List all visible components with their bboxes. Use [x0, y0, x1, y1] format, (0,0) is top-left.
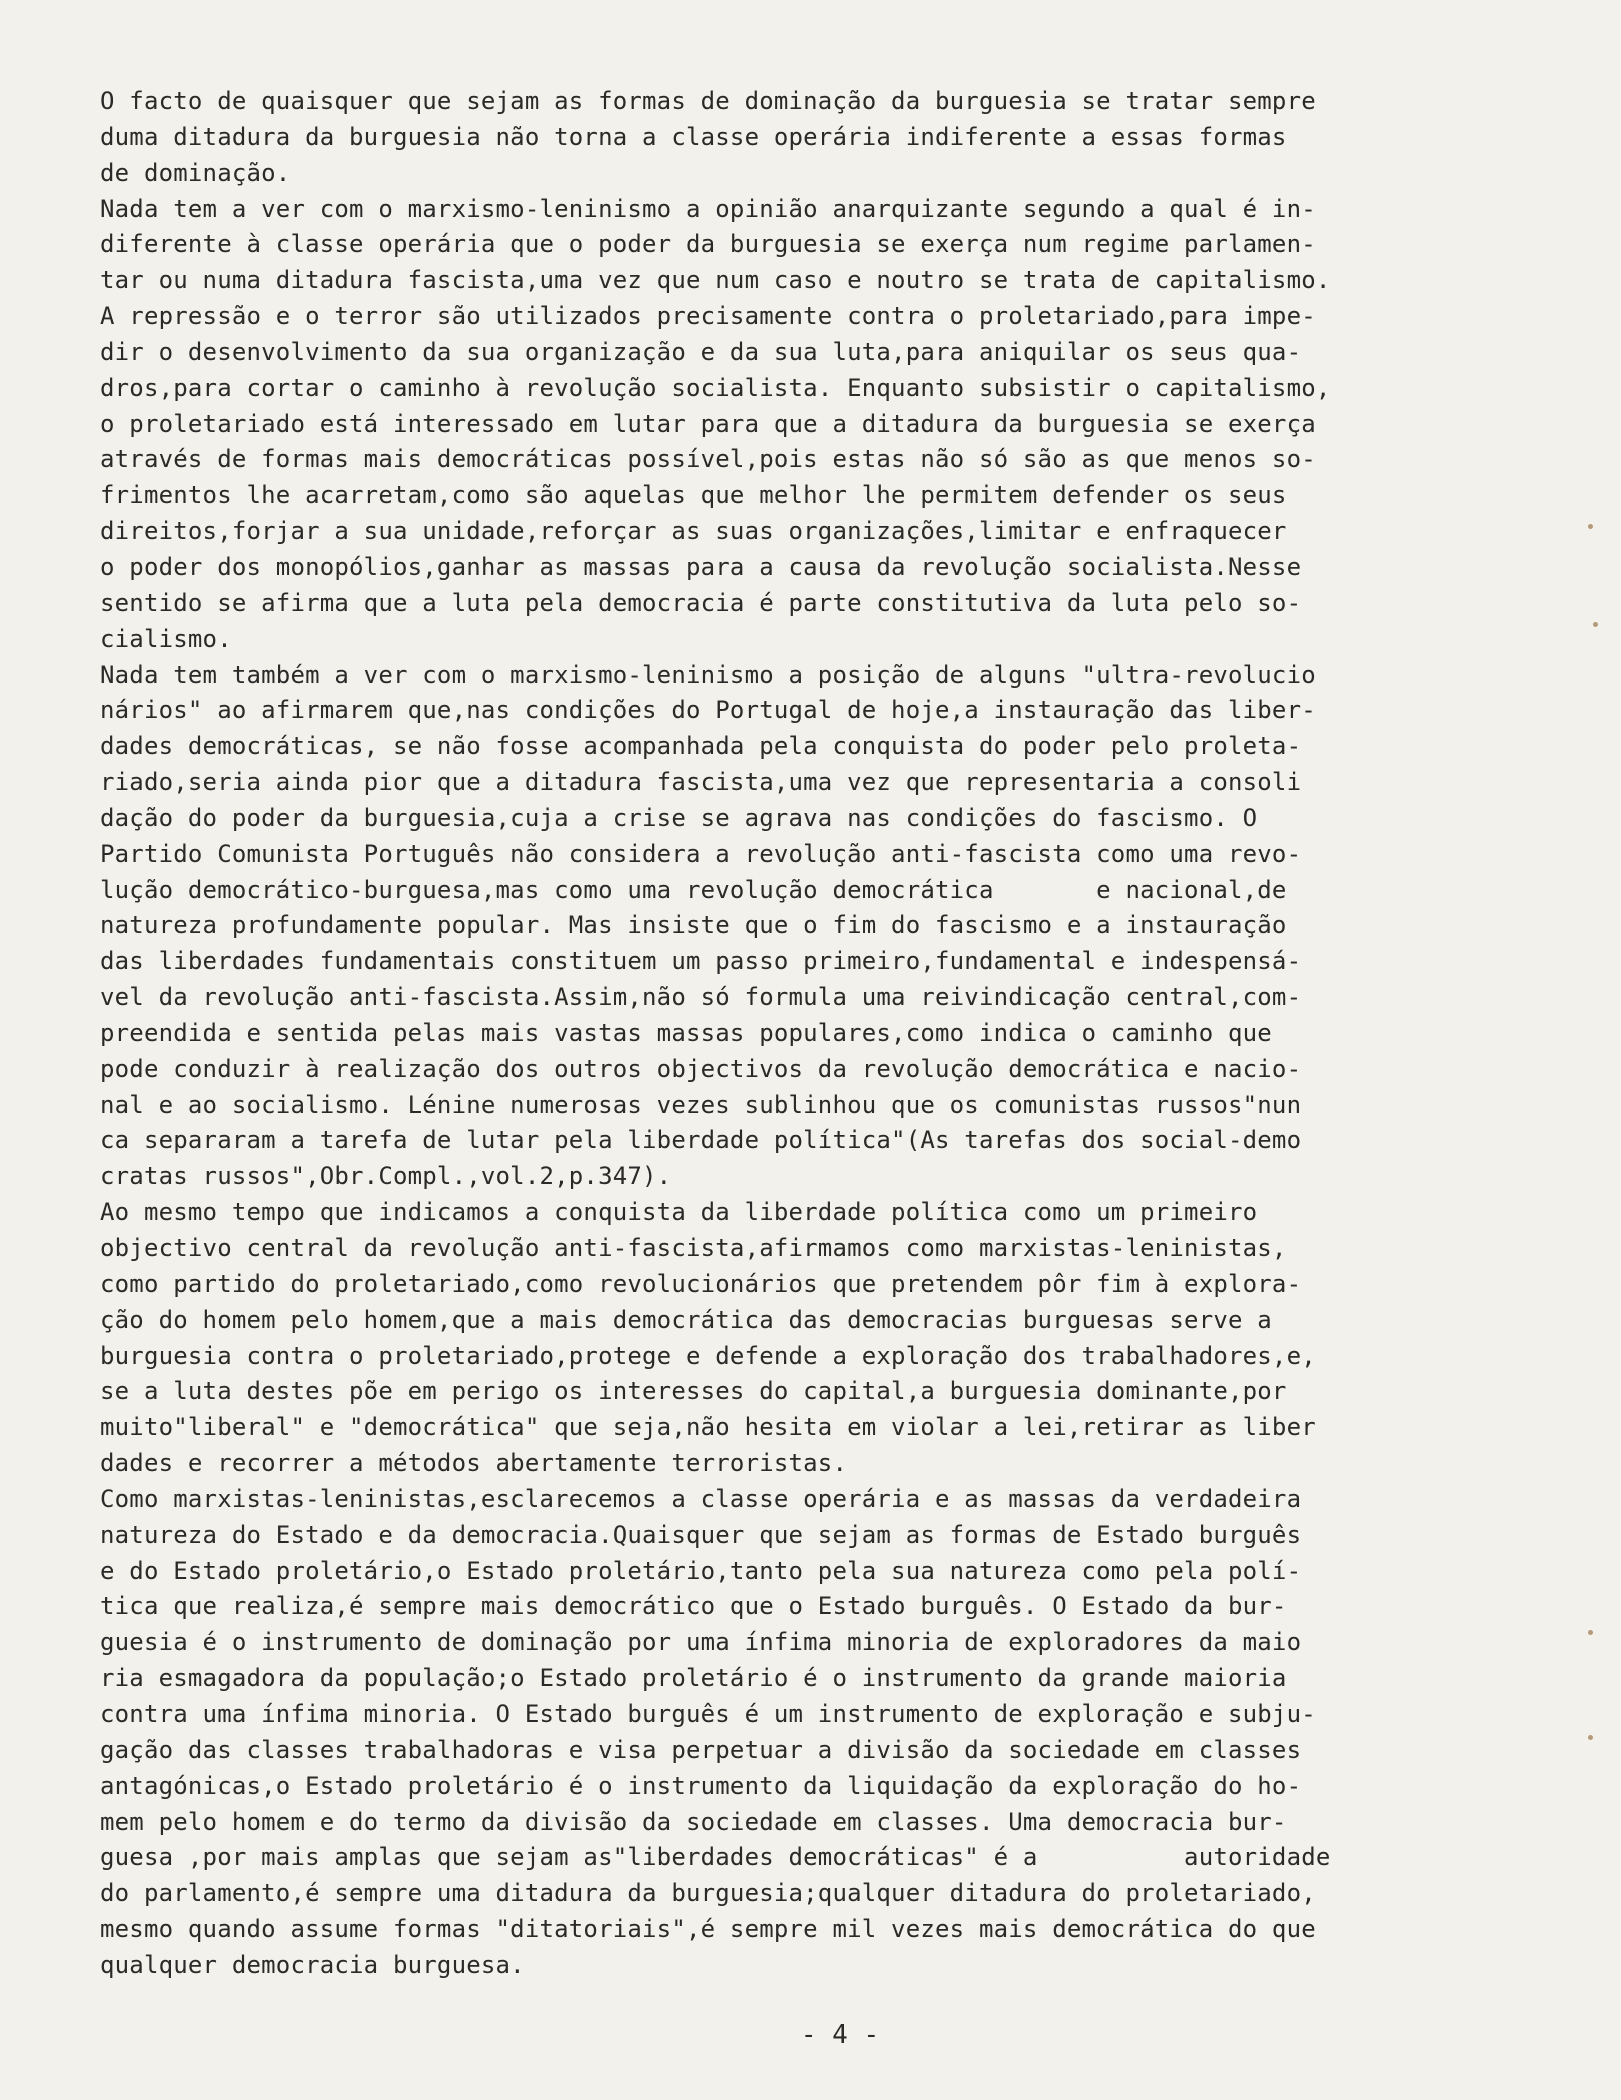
- text-line: guesa ,por mais amplas que sejam as"liberdades democráticas" é a autoridade: [100, 1843, 1331, 1872]
- text-line: dades democráticas, se não fosse acompanhada pela conquista do poder pelo proleta-: [100, 732, 1302, 761]
- text-line: sentido se afirma que a luta pela democracia é parte constitutiva da luta pelo so-: [100, 588, 1302, 617]
- text-line: tica que realiza,é sempre mais democrático que o Estado burguês. O Estado da bur-: [100, 1592, 1287, 1621]
- page-number: - 4 -: [800, 2020, 880, 2050]
- text-line: preendida e sentida pelas mais vastas massas populares,como indica o caminho que: [100, 1018, 1272, 1047]
- paper-speck: [1593, 622, 1598, 627]
- text-line: como partido do proletariado,como revolucionários que pretendem pôr fim à explora-: [100, 1269, 1302, 1298]
- text-line: nários" ao afirmarem que,nas condições do Portugal de hoje,a instauração das liber-: [100, 696, 1316, 725]
- text-line: guesia é o instrumento de dominação por uma ínfima minoria de exploradores da maio: [100, 1628, 1302, 1657]
- text-line: das liberdades fundamentais constituem um passo primeiro,fundamental e indespensá-: [100, 947, 1302, 976]
- text-line: natureza do Estado e da democracia.Quaisquer que sejam as formas de Estado burguês: [100, 1520, 1302, 1549]
- text-line: Nada tem a ver com o marxismo-leninismo a opinião anarquizante segundo a qual é in-: [100, 194, 1316, 223]
- text-line: cialismo.: [100, 624, 232, 653]
- text-line: Ao mesmo tempo que indicamos a conquista da liberdade política como um primeiro: [100, 1198, 1258, 1227]
- text-line: se a luta destes põe em perigo os interesses do capital,a burguesia dominante,por: [100, 1377, 1287, 1406]
- paper-speck: [1588, 1630, 1593, 1635]
- text-line: através de formas mais democráticas possível,pois estas não só são as que menos so-: [100, 445, 1316, 474]
- text-line: ção do homem pelo homem,que a mais democrática das democracias burguesas serve a: [100, 1305, 1272, 1334]
- text-line: ca separaram a tarefa de lutar pela liberdade política"(As tarefas dos social-demo: [100, 1126, 1302, 1155]
- text-line: objectivo central da revolução anti-fascista,afirmamos como marxistas-leninistas,: [100, 1234, 1287, 1262]
- text-line: do parlamento,é sempre uma ditadura da burguesia;qualquer ditadura do proletariado,: [100, 1879, 1316, 1908]
- text-line: natureza profundamente popular. Mas insiste que o fim do fascismo e a instauração: [100, 911, 1287, 940]
- text-line: contra uma ínfima minoria. O Estado burguês é um instrumento de exploração e subju-: [100, 1699, 1316, 1728]
- text-line: mesmo quando assume formas "ditatoriais",é sempre mil vezes mais democrática do que: [100, 1915, 1316, 1944]
- paper-speck: [1588, 1735, 1593, 1740]
- text-line: o proletariado está interessado em lutar para que a ditadura da burguesia se exerça: [100, 409, 1316, 438]
- text-line: A repressão e o terror são utilizados precisamente contra o proletariado,para impe-: [100, 302, 1316, 331]
- text-line: dir o desenvolvimento da sua organização e da sua luta,para aniquilar os seus qua-: [100, 337, 1302, 366]
- text-line: antagónicas,o Estado proletário é o instrumento da liquidação da exploração do ho-: [100, 1771, 1302, 1800]
- text-line: diferente à classe operária que o poder da burguesia se exerça num regime parlamen-: [100, 230, 1316, 259]
- text-line: frimentos lhe acarretam,como são aquelas que melhor lhe permitem defender os seus: [100, 481, 1287, 510]
- text-line: nal e ao socialismo. Lénine numerosas vezes sublinhou que os comunistas russos"nun: [100, 1090, 1302, 1119]
- text-line: burguesia contra o proletariado,protege e defende a exploração dos trabalhadores,e,: [100, 1341, 1316, 1370]
- text-line: Como marxistas-leninistas,esclarecemos a classe operária e as massas da verdadeira: [100, 1484, 1302, 1513]
- text-line: mem pelo homem e do termo da divisão da sociedade em classes. Uma democracia bur-: [100, 1807, 1287, 1836]
- body-text: [100, 84, 1450, 1984]
- text-line: tar ou numa ditadura fascista,uma vez que num caso e noutro se trata de capitalismo.: [100, 266, 1331, 295]
- text-line: cratas russos",Obr.Compl.,vol.2,p.347).: [100, 1162, 672, 1191]
- text-line: dação do poder da burguesia,cuja a crise se agrava nas condições do fascismo. O: [100, 803, 1258, 832]
- text-line: duma ditadura da burguesia não torna a classe operária indiferente a essas formas: [100, 122, 1287, 151]
- text-line: vel da revolução anti-fascista.Assim,não só formula uma reivindicação central,com-: [100, 983, 1302, 1012]
- text-line: O facto de quaisquer que sejam as formas de dominação da burguesia se tratar sempre: [100, 87, 1316, 115]
- text-line: ria esmagadora da população;o Estado proletário é o instrumento da grande maioria: [100, 1664, 1287, 1693]
- paper-speck: [1588, 524, 1593, 529]
- text-line: muito"liberal" e "democrática" que seja,não hesita em violar a lei,retirar as liber: [100, 1413, 1316, 1442]
- text-line: Partido Comunista Português não considera a revolução anti-fascista como uma revo-: [100, 839, 1302, 868]
- text-line: o poder dos monopólios,ganhar as massas para a causa da revolução socialista.Nesse: [100, 552, 1302, 581]
- text-line: lução democrático-burguesa,mas como uma revolução democrática e nacional,de: [100, 875, 1287, 904]
- text-line: qualquer democracia burguesa.: [100, 1950, 525, 1979]
- text-line: dades e recorrer a métodos abertamente terroristas.: [100, 1449, 848, 1478]
- text-line: gação das classes trabalhadoras e visa perpetuar a divisão da sociedade em classes: [100, 1735, 1302, 1764]
- text-line: pode conduzir à realização dos outros objectivos da revolução democrática e nacio-: [100, 1054, 1302, 1083]
- text-line: de dominação.: [100, 158, 291, 187]
- text-line: dros,para cortar o caminho à revolução socialista. Enquanto subsistir o capitalismo,: [100, 373, 1331, 402]
- text-line: riado,seria ainda pior que a ditadura fascista,uma vez que representaria a consoli: [100, 768, 1302, 797]
- text-line: Nada tem também a ver com o marxismo-leninismo a posição de alguns "ultra-revolucio: [100, 660, 1316, 689]
- text-line: e do Estado proletário,o Estado proletário,tanto pela sua natureza como pela polí-: [100, 1556, 1302, 1585]
- text-line: direitos,forjar a sua unidade,reforçar as suas organizações,limitar e enfraquecer: [100, 517, 1287, 546]
